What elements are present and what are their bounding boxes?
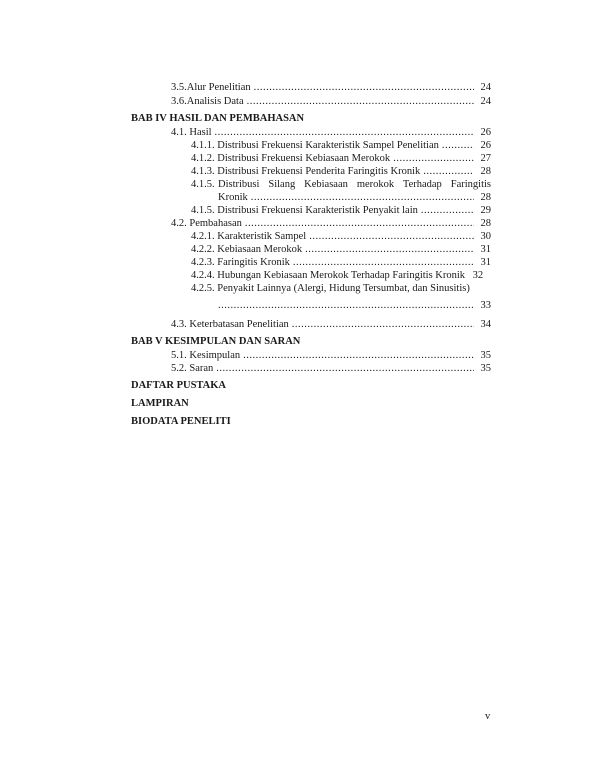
toc-entry-label: 3.6.Analisis Data: [171, 96, 244, 107]
toc-entry-label: 5.2. Saran: [171, 363, 214, 374]
toc-page-number: 30: [480, 231, 491, 242]
leader-dots: [215, 126, 474, 139]
toc-entry-4-1[interactable]: [171, 126, 491, 139]
chapter-heading-bab-v[interactable]: BAB V KESIMPULAN DAN SARAN: [131, 336, 301, 347]
leader-dots: [293, 256, 474, 269]
toc-page-number: 35: [480, 350, 491, 361]
toc-entry-label: 4.2. Pembahasan: [171, 218, 242, 229]
toc-page-number: 26: [480, 127, 491, 138]
page-number: v: [485, 711, 491, 722]
toc-entry-4-1-5-line2[interactable]: [218, 191, 491, 204]
toc-entry-4-1-5b[interactable]: [191, 204, 491, 217]
toc-entry-label: 4.3. Keterbatasan Penelitian: [171, 319, 289, 330]
toc-entry-4-2-5-leader[interactable]: [218, 299, 491, 312]
toc-entry-4-2-5[interactable]: 4.2.5. Penyakit Lainnya (Alergi, Hidung Tersumbat, dan Sinusitis): [191, 283, 470, 294]
toc-page-number: 29: [480, 205, 491, 216]
toc-entry-4-1-2[interactable]: [191, 152, 491, 165]
heading-daftar-pustaka[interactable]: DAFTAR PUSTAKA: [131, 380, 226, 391]
leader-dots: [251, 191, 474, 204]
toc-entry-label: 4.1. Hasil: [171, 127, 212, 138]
toc-page-number: 28: [480, 218, 491, 229]
toc-page-number: 28: [480, 166, 491, 177]
toc-entry-4-3[interactable]: [171, 318, 491, 331]
leader-dots: [423, 165, 474, 178]
toc-entry-3-6[interactable]: [171, 95, 491, 108]
toc-page-number: 24: [480, 96, 491, 107]
toc-entry-label: 4.1.2. Distribusi Frekuensi Kebiasaan Merokok: [191, 153, 391, 164]
leader-dots: [247, 95, 474, 108]
toc-page-number: 33: [480, 300, 491, 311]
toc-page-number: 27: [480, 153, 491, 164]
toc-page-number: 31: [480, 257, 491, 268]
toc-entry-4-2-1[interactable]: [191, 230, 491, 243]
toc-page-number: 32: [472, 270, 484, 281]
toc-entry-5-2[interactable]: [171, 362, 491, 375]
leader-dots: [292, 318, 474, 331]
toc-page-number: 28: [480, 192, 491, 203]
leader-dots: [243, 349, 474, 362]
toc-page-number: 35: [480, 363, 491, 374]
toc-page-number: 34: [480, 319, 491, 330]
toc-entry-label: 4.1.5. Distribusi Frekuensi Karakteristik Penyakit lain: [191, 205, 418, 216]
toc-page-number: 31: [480, 244, 491, 255]
toc-entry-5-1[interactable]: [171, 349, 491, 362]
toc-entry-label: Kronik: [218, 192, 248, 203]
leader-dots: [309, 230, 474, 243]
toc-entry-4-1-5-number: 4.1.5.: [191, 179, 215, 190]
toc-entry-label: 4.2.2. Kebiasaan Merokok: [191, 244, 303, 255]
leader-dots: [421, 204, 474, 217]
toc-entry-label: 4.2.1. Karakteristik Sampel: [191, 231, 307, 242]
heading-biodata-peneliti[interactable]: BIODATA PENELITI: [131, 416, 231, 427]
toc-entry-4-1-5-line1[interactable]: Distribusi Silang Kebiasaan merokok Terhadap Faringitis: [218, 179, 491, 190]
leader-dots: [216, 362, 474, 375]
leader-dots: [254, 81, 474, 94]
leader-dots: [245, 217, 474, 230]
chapter-heading-bab-iv[interactable]: BAB IV HASIL DAN PEMBAHASAN: [131, 113, 305, 124]
leader-dots: [305, 243, 474, 256]
leader-dots: [442, 139, 474, 152]
toc-entry-4-2-4[interactable]: [191, 269, 491, 282]
heading-lampiran[interactable]: LAMPIRAN: [131, 398, 189, 409]
toc-entry-label: 4.1.3. Distribusi Frekuensi Penderita Faringitis Kronik: [191, 166, 421, 177]
toc-entry-4-2-3[interactable]: [191, 256, 491, 269]
leader-dots: [393, 152, 474, 165]
toc-entry-label: 5.1. Kesimpulan: [171, 350, 241, 361]
toc-entry-4-2-2[interactable]: [191, 243, 491, 256]
toc-page-number: 26: [480, 140, 491, 151]
toc-entry-3-5[interactable]: [171, 81, 491, 94]
toc-entry-label: 4.1.1. Distribusi Frekuensi Karakteristik Sampel Penelitian: [191, 140, 439, 151]
toc-entry-label: 3.5.Alur Penelitian: [171, 82, 251, 93]
toc-entry-label: 4.2.4. Hubungan Kebiasaan Merokok Terhadap Faringitis Kronik: [191, 270, 466, 281]
toc-entry-4-1-3[interactable]: [191, 165, 491, 178]
toc-page-number: 24: [480, 82, 491, 93]
toc-entry-4-1-1[interactable]: [191, 139, 491, 152]
toc-entry-label: 4.2.3. Faringitis Kronik: [191, 257, 290, 268]
leader-dots: [218, 299, 474, 312]
toc-entry-4-2[interactable]: [171, 217, 491, 230]
